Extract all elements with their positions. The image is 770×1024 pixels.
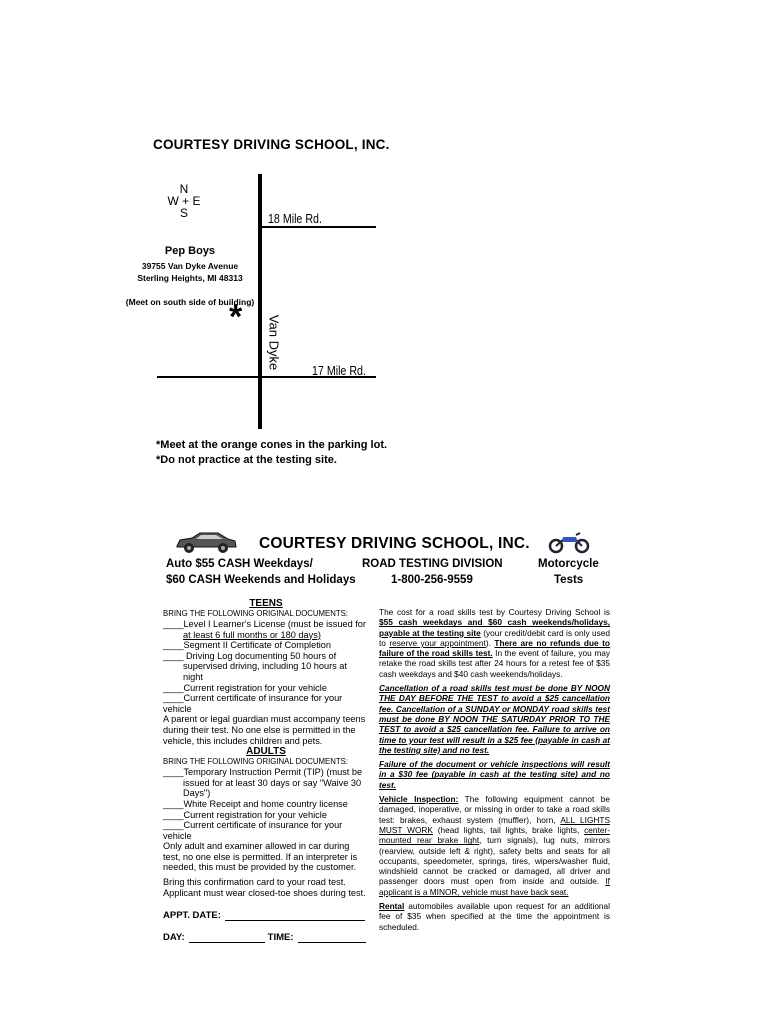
motorcycle-icon <box>547 530 591 554</box>
teens-bring-label: BRING THE FOLLOWING ORIGINAL DOCUMENTS: <box>163 609 348 618</box>
teens-item: ____Current registration for your vehicle <box>163 682 327 693</box>
appt-date-field <box>163 910 369 921</box>
vehicle-inspection-paragraph <box>379 794 610 897</box>
motorcycle-tests-label: Tests <box>554 574 584 586</box>
van-dyke-road-label: Van Dyke <box>266 314 282 371</box>
brake-light-text: center-mounted rear brake light <box>379 824 610 846</box>
no-refunds-text: There are no refunds due to failure of the road skills test. <box>379 637 610 659</box>
18-mile-road-line <box>262 226 376 228</box>
rental-text: automobiles available upon request for an additional fee of $35 when specified at the time the appointment is scheduled. <box>379 901 610 932</box>
cancellation-policy: Cancellation of a road skills test must be done BY NOON THE DAY BEFORE THE TEST to avoid a $25 cancellation fee. Cancellation of a SUNDAY or MONDAY road skills test must be done BY NOON THE SATURDAY PRIOR TO THE TEST to avoid a $25 cancellation fee. Failure to arrive on time to your test will result in a $25 fee (payable in cash at the testing site) and no test. <box>379 683 610 755</box>
meeting-point-marker: * <box>229 298 243 336</box>
lights-detail-text: (head lights, tail lights, brake lights, <box>432 824 585 835</box>
inspection-text: The following equipment cannot be damaged, inoperative, or missing in order to take a road skills test: brakes, exhaust system (muffler), horn, <box>379 794 611 825</box>
compass-north: N <box>179 182 189 196</box>
auto-weekday-price: Auto $55 CASH Weekdays/ <box>166 558 313 570</box>
phone-number: 1-800-256-9559 <box>391 574 473 586</box>
teens-heading: TEENS <box>249 598 283 609</box>
day-time-field <box>163 932 369 943</box>
teens-parent-note: A parent or legal guardian must accompany teens during their test. No one else is permitted in the vehicle, this includes children and pets. <box>163 714 366 746</box>
compass-rose <box>160 183 208 219</box>
teens-item: supervised driving, including 10 hours at night <box>183 661 347 682</box>
adults-bring-label: BRING THE FOLLOWING ORIGINAL DOCUMENTS: <box>163 757 348 767</box>
cost-sep-text: ). <box>485 637 495 648</box>
confirmation-card-note: Bring this confirmation card to your road test. Applicant must wear closed-toe shoes during test. <box>163 877 366 898</box>
equipment-text: , turn signals), lug nuts, mirrors (rearview, outside left & right), safety belts and seats for all occupants, speedometer, springs, tires, wipers/washer fluid, windshield cannot be cracked or damaged, all driver and passenger doors must open from inside and outside. <box>379 835 610 887</box>
teens-item: ____Level I Learner's License (must be issued for <box>163 619 366 629</box>
compass-west-east: W + E <box>167 194 201 208</box>
teens-item: ____ Driving Log documenting 50 hours of <box>163 650 337 661</box>
adults-item: ____Temporary Instruction Permit (TIP) (must be <box>163 767 363 778</box>
meeting-location-note: (Meet on south side of building) <box>125 297 255 307</box>
cost-reserve-text: reserve your appointment <box>389 637 486 648</box>
day-label: DAY: <box>163 931 185 943</box>
time-blank[interactable] <box>298 932 366 943</box>
retest-text: In the event of failure, you may retake the road skills test after 24 hours for a retest fee of $35 cash weekdays and $40 cash weekends/holidays. <box>379 648 610 679</box>
card-title: COURTESY DRIVING SCHOOL, INC. <box>259 535 530 552</box>
rental-paragraph <box>379 901 610 932</box>
17-mile-road-label: 17 Mile Rd. <box>312 363 366 378</box>
adults-item: Days") <box>183 788 211 799</box>
cost-text: The cost for a road skills test by Courtesy Driving School is <box>379 607 610 617</box>
inspection-failure-policy: Failure of the document or vehicle inspections will result in a $30 fee (payable in cash at the testing site) and no test. <box>379 759 610 790</box>
adults-heading: ADULTS <box>246 746 286 758</box>
appt-date-label: APPT. DATE: <box>163 909 221 921</box>
auto-weekend-price: $60 CASH Weekends and Holidays <box>166 574 356 586</box>
18-mile-road-label: 18 Mile Rd. <box>268 211 322 226</box>
car-icon <box>174 529 238 555</box>
day-blank[interactable] <box>189 932 265 943</box>
adults-item: ____Current certificate of insurance for your vehicle <box>163 820 343 841</box>
store-address-line1: 39755 Van Dyke Avenue <box>141 261 239 271</box>
note-orange-cones: *Meet at the orange cones in the parking lot. <box>156 439 388 451</box>
cost-price-text: $55 cash weekdays and $60 cash weekends/holidays, payable at the testing site <box>379 617 610 638</box>
adults-item: ____Current registration for your vehicle <box>163 809 327 820</box>
policy-column <box>379 607 610 936</box>
lights-text: ALL LIGHTS MUST WORK <box>379 814 610 835</box>
store-name: Pep Boys <box>164 245 216 257</box>
teens-item: ____Segment II Certificate of Completion <box>163 640 332 651</box>
appt-date-blank[interactable] <box>225 910 365 921</box>
requirements-column <box>163 598 369 943</box>
rental-label: Rental <box>379 901 405 912</box>
adults-item: ____White Receipt and home country license <box>163 798 348 809</box>
adults-examiner-note: Only adult and examiner allowed in car during test, no one else is permitted. If an interpreter is needed, this must be provided by the customer. <box>163 841 358 873</box>
motorcycle-label: Motorcycle <box>538 558 599 570</box>
adults-item: issued for at least 30 days or say "Waive 30 <box>183 777 362 788</box>
time-label: TIME: <box>267 931 294 943</box>
teens-item: at least 6 full months or 180 days) <box>183 629 321 640</box>
division-label: ROAD TESTING DIVISION <box>362 558 503 570</box>
teens-item: ____Current certificate of insurance for your vehicle <box>163 693 343 714</box>
store-address-line2: Sterling Heights, MI 48313 <box>137 273 243 283</box>
cost-paragraph <box>379 607 610 679</box>
minor-back-seat-text: If applicant is a MINOR, vehicle must have back seat. <box>379 876 610 897</box>
map-notes <box>156 438 387 468</box>
compass-south: S <box>179 206 188 220</box>
map-title: COURTESY DRIVING SCHOOL, INC. <box>153 137 390 152</box>
vehicle-inspection-label: Vehicle Inspection: <box>379 794 459 805</box>
note-no-practice: *Do not practice at the testing site. <box>156 454 337 466</box>
cost-card-text: (your credit/debit card is only used to <box>379 627 610 648</box>
